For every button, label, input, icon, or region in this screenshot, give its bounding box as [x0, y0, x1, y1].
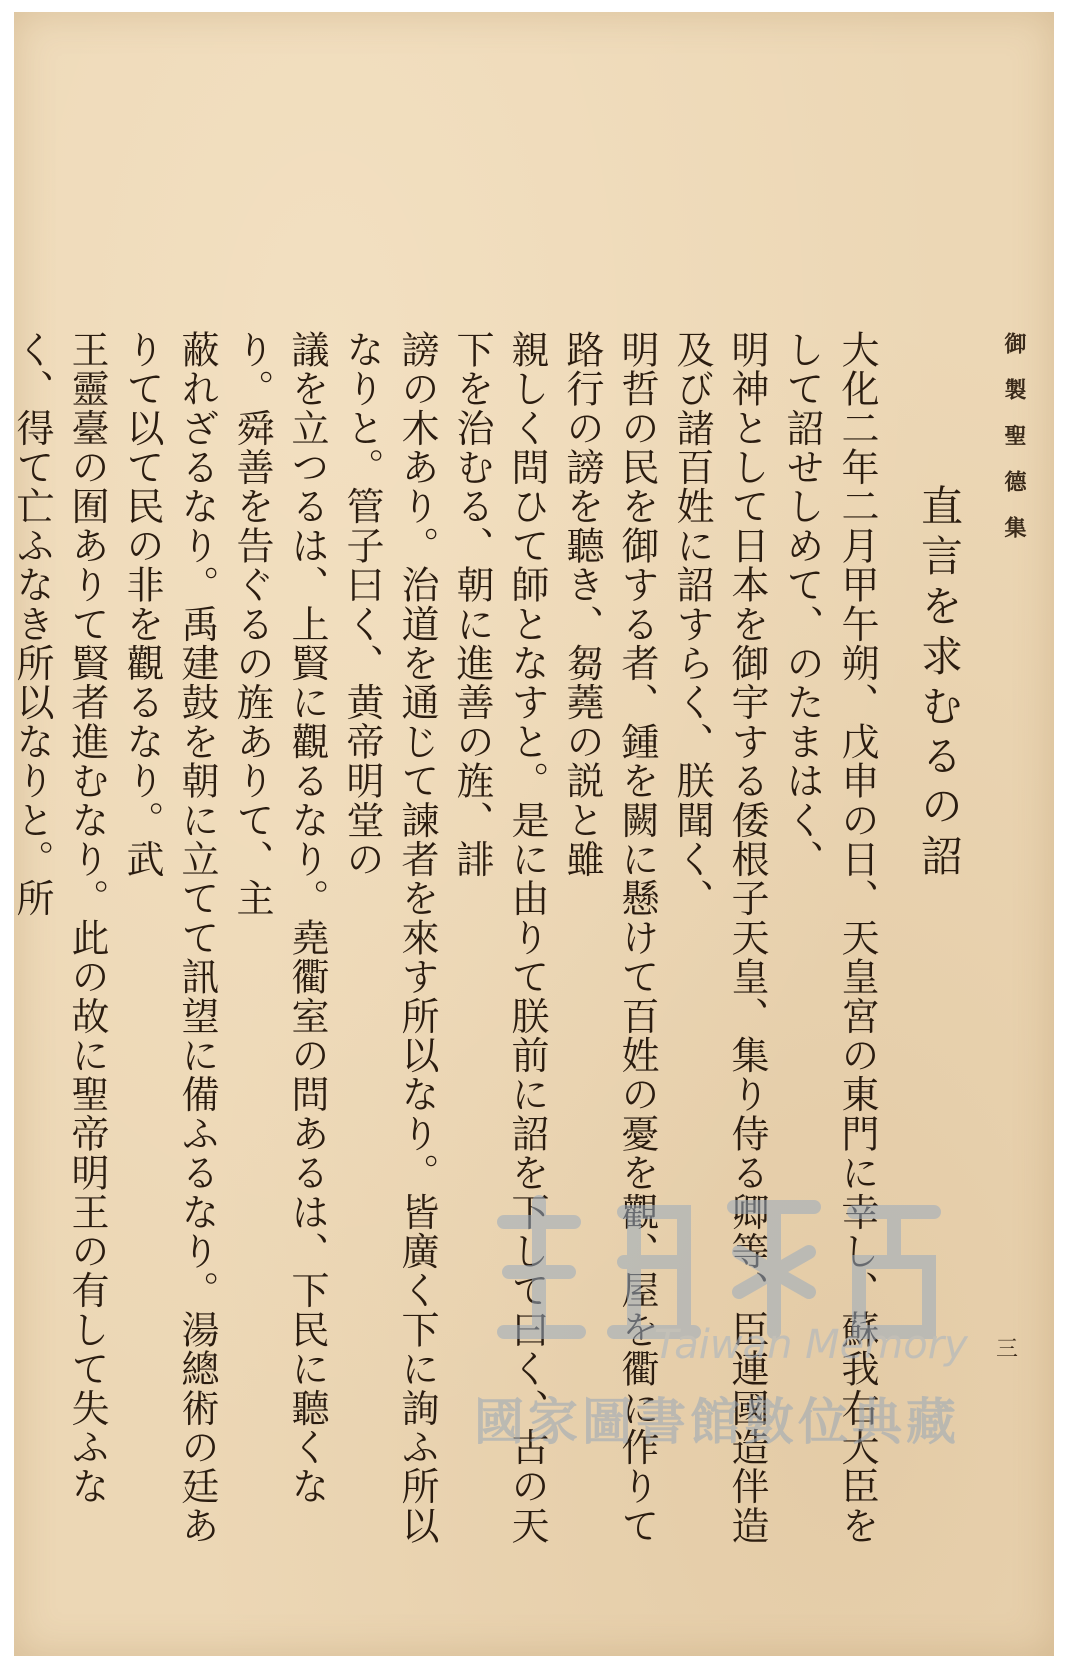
- library-watermark: [474, 1182, 1024, 1482]
- edict-title: 直言を求むるの詔: [915, 484, 964, 884]
- running-header: 御製聖德集: [1001, 332, 1027, 562]
- edict-body-text: 大化二年二月甲午朔、戊申の日、天皇宮の東門に幸し、蘇我右大臣をして詔せしめて、のたまはく、 明神として日本を御宇する倭根子天皇、集り侍る卿等、臣連國造伴造及び諸百姓に詔すらく、朕聞く、 明哲の民を御する者、鍾を闕に懸けて百姓の憂を觀、屋を衢に作りて路行の謗を聽き、芻蕘の説と雖 親しく問ひて師となすと。是に由りて朕前に詔を下して曰く、古の天下を治むる、朝に進善の旌、誹 謗の木あり。治道を通じて諫者を來す所以なり。皆廣く下に詢ふ所以なりと。管子曰く、黄帝明堂の 議を立つるは、上賢に觀るなり。堯衢室の問あるは、下民に聽くなり。舜善を告ぐるの旌ありて、主 蔽れざるなり。禹建鼓を朝に立てて訊望に備ふるなり。湯總術の廷ありて以て民の非を觀るなり。武 王靈臺の囿ありて賢者進むなり。此の故に聖帝明王の有して失ふなく、得て亡ふなき所以なりと。所: [10, 330, 879, 1546]
- page-number: 三: [996, 1337, 1019, 1362]
- watermark-chinese-text: 國家圖書館數位典藏: [474, 1393, 960, 1451]
- book-page: [10, 12, 1054, 1656]
- watermark-english-text: Taiwan Memory: [654, 1322, 968, 1368]
